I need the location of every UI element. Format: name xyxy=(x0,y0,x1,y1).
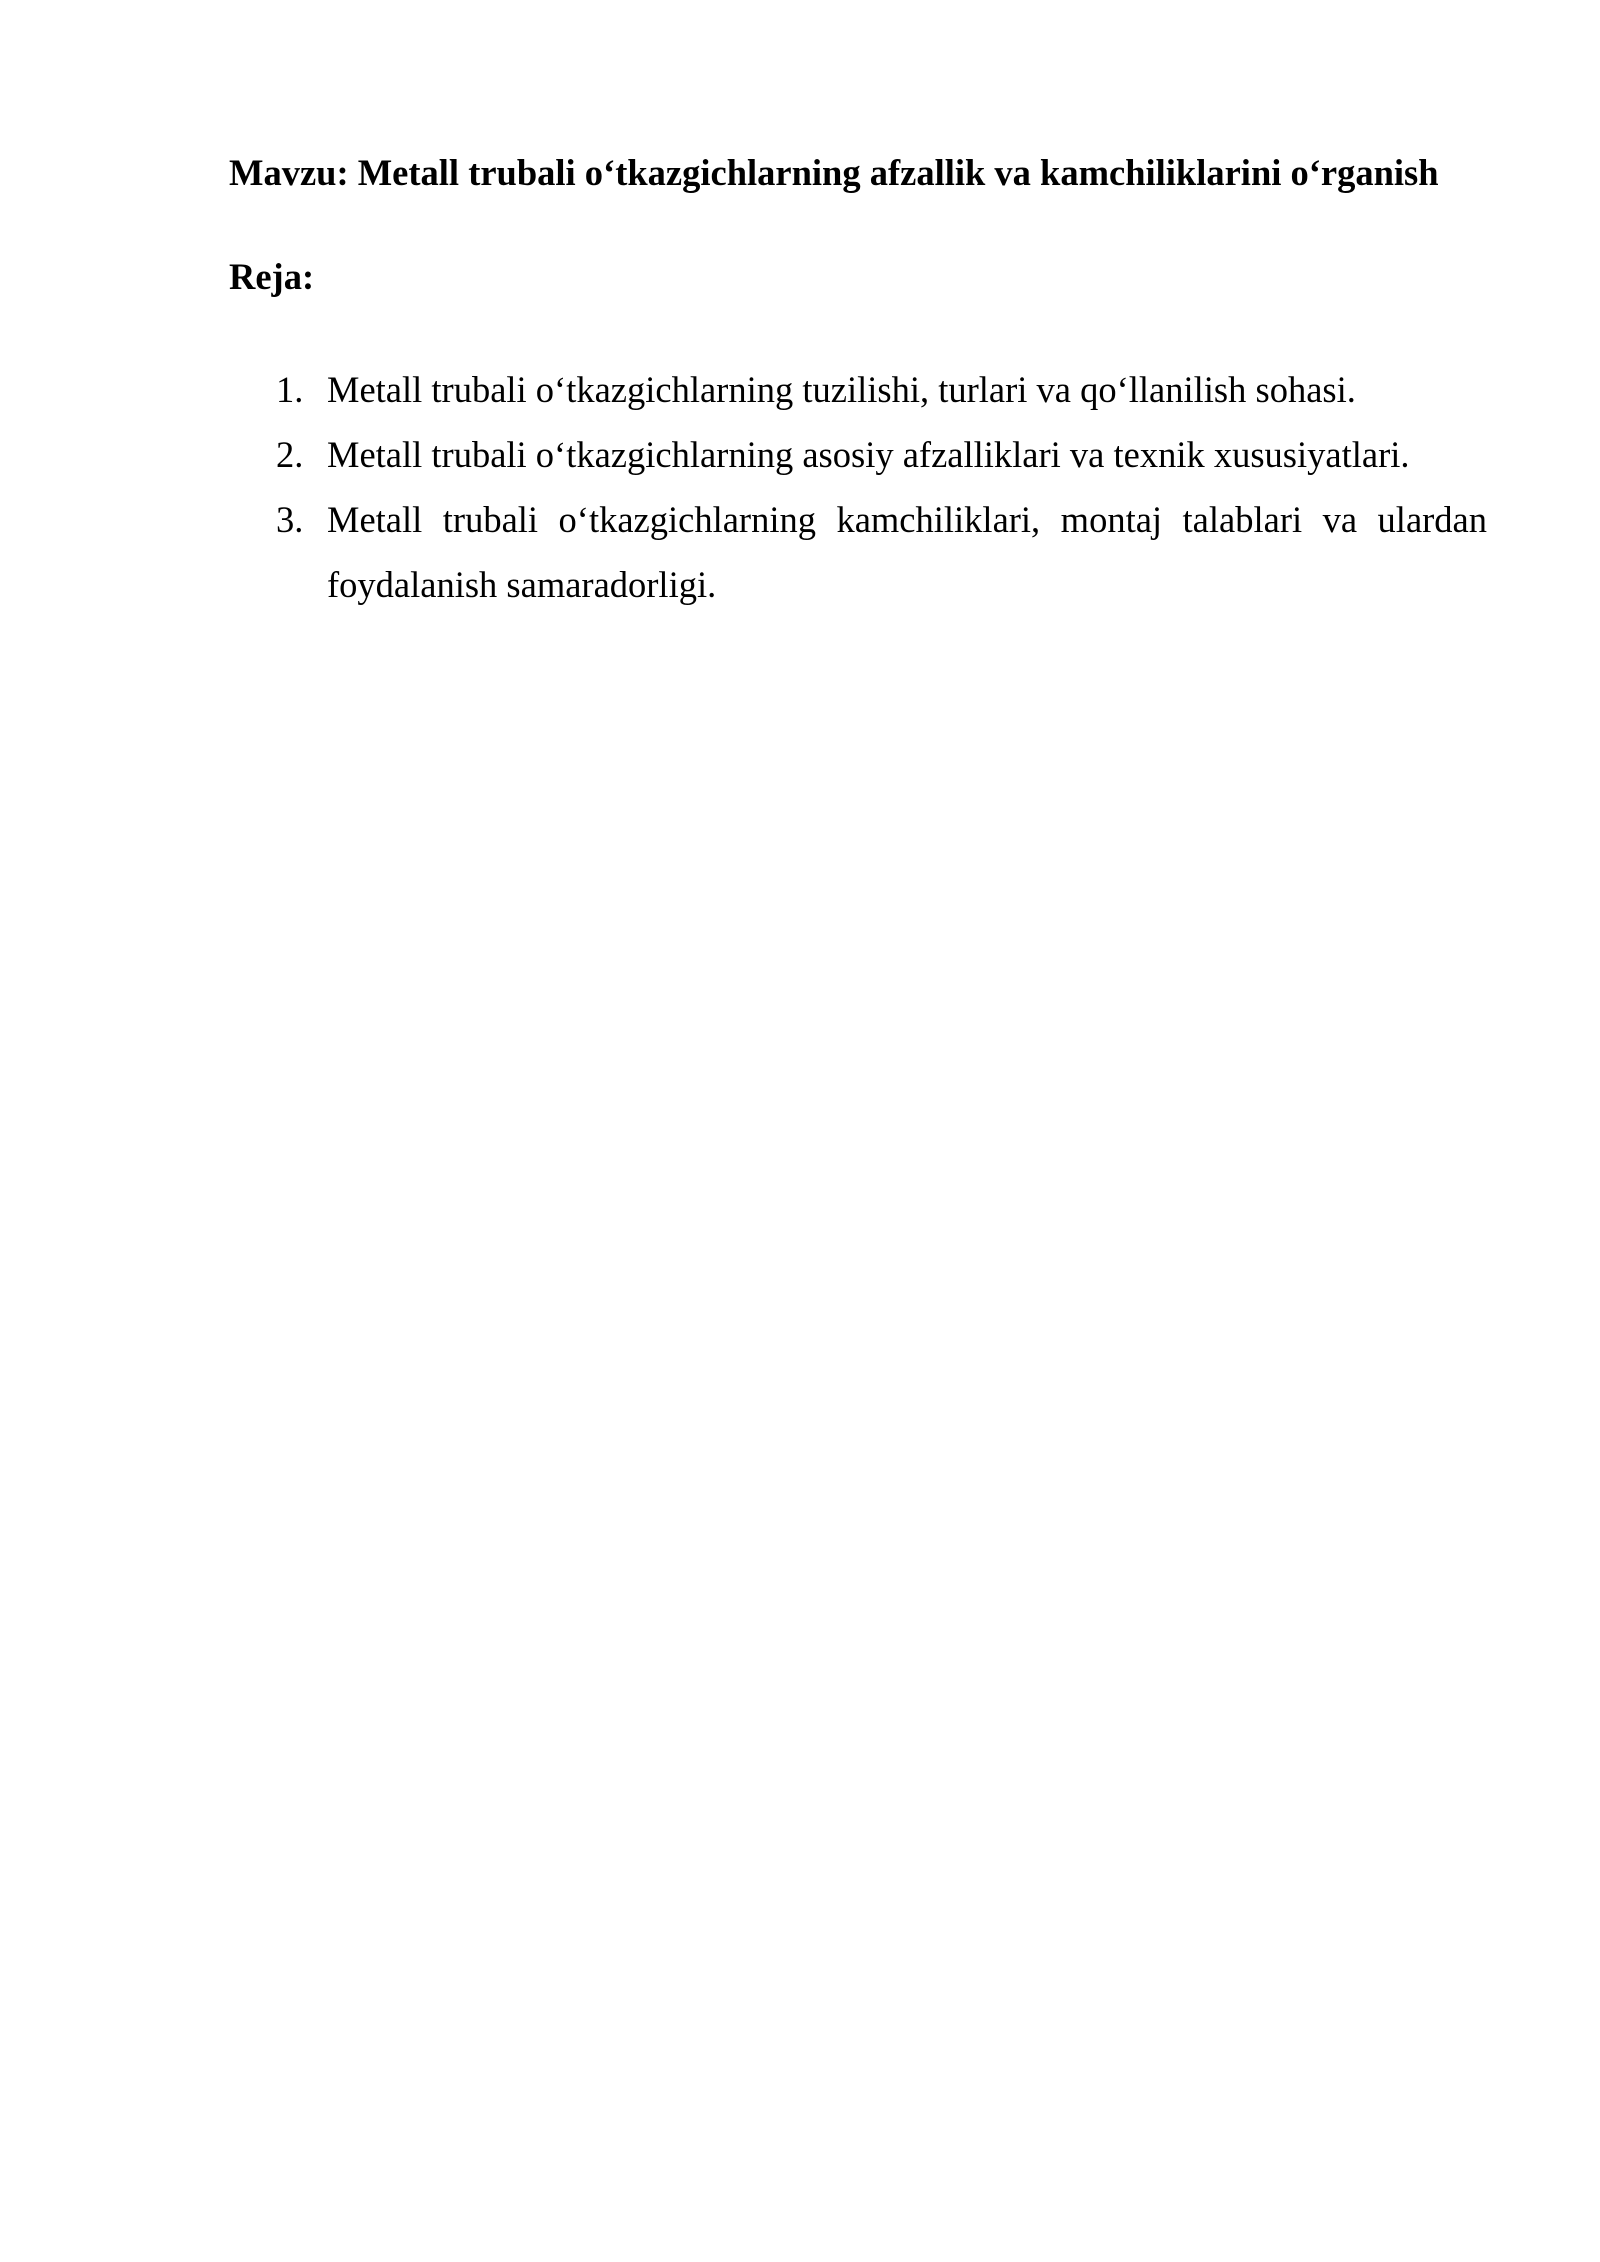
list-item xyxy=(0,422,1600,487)
list-item-text: Metall trubali o‘tkazgichlarning tuzilishi, turlari va qo‘llanilish sohasi. xyxy=(327,369,1356,410)
list-item-number: 1. xyxy=(276,369,304,410)
list-item-number: 3. xyxy=(276,499,304,540)
page-title: Mavzu: Metall trubali o‘tkazgichlarning afzallik va kamchiliklarini o‘rganish xyxy=(229,152,1439,193)
list-item-text: Metall trubali o‘tkazgichlarning kamchiliklari, montaj talablari va ulardan foydalanish samaradorligi. xyxy=(327,499,1487,605)
list-item-text: Metall trubali o‘tkazgichlarning asosiy afzalliklari va texnik xususiyatlari. xyxy=(327,434,1410,475)
plan-list xyxy=(0,357,1600,617)
list-item xyxy=(0,487,1600,617)
list-item xyxy=(0,357,1600,422)
list-item-number: 2. xyxy=(276,434,304,475)
plan-heading: Reja: xyxy=(229,256,315,297)
